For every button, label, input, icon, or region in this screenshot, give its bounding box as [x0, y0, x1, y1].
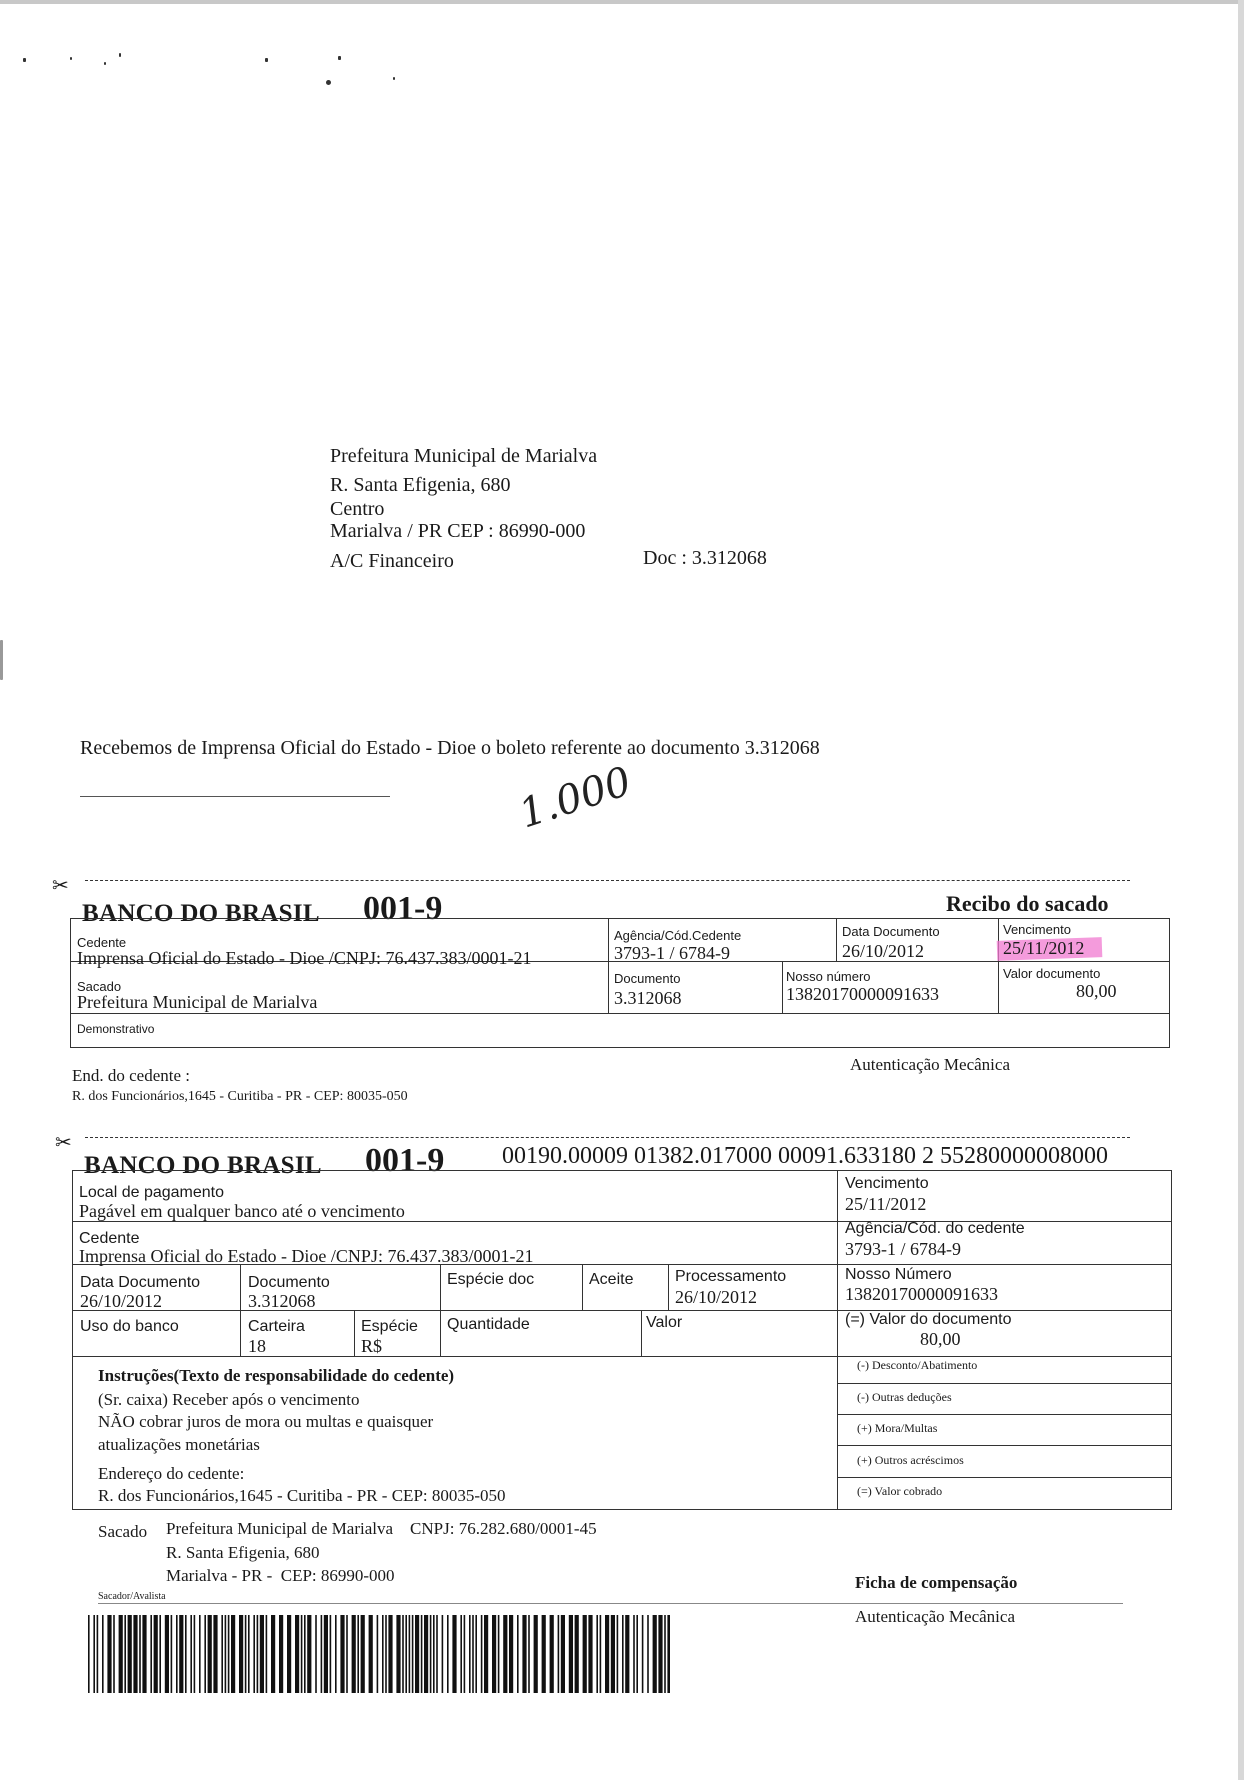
- barcode-bar: [415, 1615, 419, 1693]
- ficha-linha-digitavel: 00190.00009 01382.017000 00091.633180 2 55280000008000: [502, 1143, 1108, 1169]
- barcode-bar: [185, 1615, 187, 1693]
- barcode-bar: [304, 1615, 306, 1693]
- ficha-vencimento-label: Vencimento: [845, 1175, 929, 1192]
- ficha-right-row-divider: [837, 1414, 1172, 1415]
- ficha-local-pagamento-value: Pagável em qualquer banco até o vencimento: [79, 1201, 405, 1221]
- ficha-sacado-line2: R. Santa Efigenia, 680: [166, 1543, 320, 1562]
- barcode-bar: [667, 1615, 670, 1693]
- ficha-data-doc-label: Data Documento: [80, 1274, 201, 1291]
- barcode-bar: [199, 1615, 201, 1693]
- ficha-vencimento-value: 25/11/2012: [845, 1194, 927, 1214]
- signature-line: [80, 796, 390, 797]
- barcode-bar: [113, 1615, 115, 1693]
- ficha-col-divider: [837, 1170, 838, 1510]
- ficha-mora-label: (+) Mora/Multas: [857, 1421, 938, 1435]
- barcode-bar: [636, 1615, 638, 1693]
- recibo-col-divider: [782, 961, 783, 1013]
- ficha-title: Ficha de compensação: [855, 1573, 1018, 1592]
- barcode-bar: [361, 1615, 365, 1693]
- ficha-outras-deducoes-label: (-) Outras deduções: [857, 1390, 952, 1404]
- recibo-data-doc-value: 26/10/2012: [842, 941, 925, 961]
- barcode-bar: [472, 1615, 474, 1693]
- barcode-bar: [346, 1615, 348, 1693]
- ficha-carteira-value: 18: [248, 1336, 266, 1356]
- barcode-bar: [658, 1615, 662, 1693]
- barcode-bar: [287, 1615, 291, 1693]
- barcode-bar: [433, 1615, 435, 1693]
- barcode-bar: [481, 1615, 483, 1693]
- barcode-bar: [266, 1615, 268, 1693]
- recibo-bank-code: 001-9: [363, 890, 443, 927]
- barcode-bar: [179, 1615, 183, 1693]
- barcode-bar: [412, 1615, 414, 1693]
- ficha-autenticacao: Autenticação Mecânica: [855, 1607, 1015, 1626]
- barcode-bar: [550, 1615, 554, 1693]
- barcode-bar: [225, 1615, 227, 1693]
- barcode-bar: [617, 1615, 619, 1693]
- barcode-bar: [558, 1615, 560, 1693]
- barcode-bar: [330, 1615, 332, 1693]
- barcode-bar: [142, 1615, 146, 1693]
- recibo-autenticacao: Autenticação Mecânica: [850, 1055, 1010, 1074]
- barcode-bar: [611, 1615, 615, 1693]
- barcode-bar: [190, 1615, 192, 1693]
- barcode-bar: [484, 1615, 488, 1693]
- barcode-bar: [369, 1615, 373, 1693]
- barcode-bar: [324, 1615, 328, 1693]
- barcode-bar: [385, 1615, 387, 1693]
- barcode-bar: [653, 1615, 657, 1693]
- barcode-bar: [664, 1615, 666, 1693]
- ficha-instrucao-line: atualizações monetárias: [98, 1435, 260, 1454]
- ficha-documento-value: 3.312068: [248, 1291, 316, 1311]
- ficha-especie-doc-label: Espécie doc: [447, 1271, 535, 1288]
- barcode-bar: [133, 1615, 137, 1693]
- ficha-col-divider: [440, 1264, 441, 1356]
- barcode-bar: [88, 1615, 90, 1693]
- cut-line: [85, 880, 1130, 881]
- ficha-valor-label: Valor: [646, 1314, 683, 1331]
- barcode-bar: [625, 1615, 629, 1693]
- ficha-cedente-label: Cedente: [79, 1230, 140, 1247]
- recibo-title: Recibo do sacado: [946, 891, 1109, 916]
- ficha-valor-doc-label: (=) Valor do documento: [845, 1311, 1012, 1328]
- barcode-bar: [301, 1615, 303, 1693]
- recibo-documento-value: 3.312068: [614, 988, 682, 1008]
- barcode-bar: [154, 1615, 158, 1693]
- recibo-bank-name: BANCO DO BRASIL: [82, 900, 320, 927]
- ficha-endereco-value: R. dos Funcionários,1645 - Curitiba - PR - CEP: 80035-050: [98, 1486, 506, 1505]
- scan-speck: [393, 77, 395, 80]
- ficha-col-divider: [668, 1264, 669, 1310]
- barcode-bar: [452, 1615, 456, 1693]
- ficha-bank-name: BANCO DO BRASIL: [84, 1152, 322, 1179]
- addressee-street: R. Santa Efigenia, 680: [330, 474, 511, 496]
- barcode-bar: [517, 1615, 519, 1693]
- barcode-bar: [171, 1615, 173, 1693]
- scan-speck: [70, 57, 72, 60]
- barcode-bar: [633, 1615, 635, 1693]
- barcode-bar: [335, 1615, 337, 1693]
- ficha-agencia-value: 3793-1 / 6784-9: [845, 1239, 961, 1259]
- barcode-bar: [447, 1615, 449, 1693]
- barcode-bar: [119, 1615, 123, 1693]
- barcode-bar: [213, 1615, 217, 1693]
- sacado-divider: [98, 1603, 1123, 1604]
- barcode-bar: [561, 1615, 565, 1693]
- recibo-data-doc-label: Data Documento: [842, 924, 940, 939]
- barcode-bar: [97, 1615, 99, 1693]
- barcode-bar: [139, 1615, 141, 1693]
- barcode-bar: [253, 1615, 255, 1693]
- barcode-bar: [194, 1615, 196, 1693]
- ficha-quantidade-label: Quantidade: [447, 1316, 530, 1333]
- ficha-outros-acrescimos-label: (+) Outros acréscimos: [857, 1453, 964, 1467]
- barcode-bar: [575, 1615, 579, 1693]
- ficha-processamento-value: 26/10/2012: [675, 1287, 758, 1307]
- ficha-sacado-line3: Marialva - PR - CEP: 86990-000: [166, 1566, 395, 1585]
- barcode-bar: [315, 1615, 317, 1693]
- barcode-bar: [388, 1615, 392, 1693]
- ficha-col-divider: [641, 1310, 642, 1356]
- ficha-instrucao-line: NÃO cobrar juros de mora ou multas e quaisquer: [98, 1412, 434, 1431]
- barcode-bar: [245, 1615, 247, 1693]
- barcode-bar: [421, 1615, 423, 1693]
- barcode-bar: [165, 1615, 169, 1693]
- ficha-instrucoes-title: Instruções(Texto de responsabilidade do cedente): [98, 1366, 455, 1385]
- barcode-bar: [257, 1615, 259, 1693]
- barcode-bar: [208, 1615, 212, 1693]
- ficha-right-row-divider: [837, 1445, 1172, 1446]
- scan-speck: [23, 58, 26, 62]
- barcode-bar: [528, 1615, 530, 1693]
- ficha-documento-label: Documento: [248, 1274, 330, 1291]
- addressee-district: Centro: [330, 498, 385, 520]
- barcode-bar: [542, 1615, 546, 1693]
- recibo-nosso-numero-label: Nosso número: [786, 969, 871, 984]
- barcode-bar: [583, 1615, 587, 1693]
- ficha-processamento-label: Processamento: [675, 1268, 787, 1285]
- ficha-right-row-divider: [837, 1477, 1172, 1478]
- recibo-vencimento-label: Vencimento: [1003, 922, 1071, 937]
- recibo-cedente-label: Cedente: [77, 935, 127, 950]
- page-top-edge: [0, 0, 1244, 4]
- addressee-city: Marialva / PR CEP : 86990-000: [330, 520, 586, 542]
- scan-speck: [119, 53, 121, 57]
- barcode-bar: [150, 1615, 152, 1693]
- barcode-bar: [409, 1615, 411, 1693]
- barcode-bar: [176, 1615, 178, 1693]
- barcode-bar: [396, 1615, 400, 1693]
- barcode-bar: [102, 1615, 104, 1693]
- recibo-row-divider: [70, 1013, 1170, 1014]
- ficha-sacado-line1: Prefeitura Municipal de Marialva CNPJ: 76.282.680/0001-45: [166, 1519, 597, 1538]
- scissors-icon: ✂: [55, 1132, 72, 1154]
- barcode-bar: [352, 1615, 356, 1693]
- scan-speck: [0, 640, 3, 680]
- barcode-bar: [321, 1615, 323, 1693]
- recibo-agencia-label: Agência/Cód.Cedente: [614, 928, 742, 943]
- recibo-col-divider: [998, 918, 999, 1013]
- barcode-bar: [647, 1615, 649, 1693]
- barcode-bar: [503, 1615, 507, 1693]
- barcode-bar: [204, 1615, 206, 1693]
- ficha-col-divider: [582, 1264, 583, 1310]
- recibo-valor-value: 80,00: [1076, 981, 1117, 1001]
- addressee-doc: Doc : 3.312068: [643, 547, 767, 569]
- barcode-bar: [402, 1615, 404, 1693]
- recibo-cedente-value: Imprensa Oficial do Estado - Dioe /CNPJ: 76.437.383/0001-21: [77, 948, 532, 968]
- ficha-sacador-label: Sacador/Avalista: [98, 1591, 166, 1602]
- barcode-bar: [605, 1615, 609, 1693]
- receipt-line: Recebemos de Imprensa Oficial do Estado - Dioe o boleto referente ao documento 3.312068: [80, 737, 820, 759]
- recibo-documento-label: Documento: [614, 971, 681, 986]
- recibo-nosso-numero-value: 13820170000091633: [786, 984, 939, 1004]
- page-right-edge: [1238, 0, 1244, 1780]
- recibo-demonstrativo-label: Demonstrativo: [77, 1022, 155, 1036]
- ficha-local-pagamento-label: Local de pagamento: [79, 1184, 224, 1201]
- barcode-bar: [492, 1615, 496, 1693]
- recibo-end-cedente-label: End. do cedente :: [72, 1066, 191, 1085]
- barcode-bar: [534, 1615, 538, 1693]
- barcode-bar: [622, 1615, 624, 1693]
- barcode-bar: [239, 1615, 243, 1693]
- barcode-bar: [430, 1615, 432, 1693]
- scan-speck: [104, 62, 106, 65]
- ficha-sacado-label: Sacado: [98, 1522, 148, 1541]
- recibo-agencia-value: 3793-1 / 6784-9: [614, 943, 730, 963]
- barcode-bar: [107, 1615, 111, 1693]
- barcode-bar: [377, 1615, 379, 1693]
- ficha-data-doc-value: 26/10/2012: [80, 1291, 163, 1311]
- ficha-uso-banco-label: Uso do banco: [80, 1318, 179, 1335]
- barcode-bar: [340, 1615, 344, 1693]
- recibo-col-divider: [608, 918, 609, 1013]
- barcode-bar: [442, 1615, 444, 1693]
- ficha-nosso-numero-value: 13820170000091633: [845, 1284, 998, 1304]
- ficha-instrucao-line: (Sr. caixa) Receber após o vencimento: [98, 1390, 360, 1409]
- barcode-bar: [93, 1615, 95, 1693]
- ficha-bank-code: 001-9: [365, 1142, 445, 1179]
- ficha-row-divider: [72, 1356, 1172, 1357]
- recibo-valor-label: Valor documento: [1003, 966, 1101, 981]
- barcode-bar: [436, 1615, 438, 1693]
- ficha-agencia-label: Agência/Cód. do cedente: [845, 1220, 1025, 1237]
- barcode-bar: [260, 1615, 264, 1693]
- barcode-bar: [600, 1615, 602, 1693]
- barcode-bar: [509, 1615, 513, 1693]
- barcode-bar: [295, 1615, 299, 1693]
- ficha-right-row-divider: [837, 1383, 1172, 1384]
- addressee-name: Prefeitura Municipal de Marialva: [330, 445, 598, 467]
- barcode-bar: [464, 1615, 466, 1693]
- barcode-bar: [405, 1615, 407, 1693]
- ficha-aceite-label: Aceite: [589, 1271, 634, 1288]
- barcode-bar: [569, 1615, 573, 1693]
- scan-speck: [265, 58, 268, 62]
- scan-speck: [338, 56, 341, 60]
- barcode-bar: [279, 1615, 283, 1693]
- ficha-endereco-label: Endereço do cedente:: [98, 1464, 245, 1483]
- ficha-col-divider: [354, 1310, 355, 1356]
- recibo-sacado-label: Sacado: [77, 979, 122, 994]
- barcode-bar: [475, 1615, 477, 1693]
- barcode-bar: [522, 1615, 526, 1693]
- scan-speck: [326, 80, 331, 85]
- handwritten-note: 1.000: [513, 758, 637, 838]
- barcode-bar: [460, 1615, 462, 1693]
- barcode-bar: [588, 1615, 592, 1693]
- barcode-bar: [382, 1615, 384, 1693]
- barcode-bar: [271, 1615, 275, 1693]
- ficha-especie-label: Espécie: [361, 1318, 418, 1335]
- barcode-bar: [469, 1615, 471, 1693]
- scissors-icon: ✂: [52, 875, 69, 897]
- barcode-bar: [221, 1615, 223, 1693]
- barcode-bar: [128, 1615, 132, 1693]
- barcode-bar: [596, 1615, 598, 1693]
- ficha-valor-cobrado-label: (=) Valor cobrado: [857, 1484, 943, 1498]
- ficha-especie-value: R$: [361, 1336, 383, 1356]
- barcode: [88, 1615, 670, 1693]
- addressee-attention: A/C Financeiro: [330, 550, 454, 572]
- barcode-bar: [248, 1615, 250, 1693]
- ficha-desconto-label: (-) Desconto/Abatimento: [857, 1358, 978, 1372]
- barcode-bar: [231, 1615, 235, 1693]
- barcode-bar: [357, 1615, 359, 1693]
- ficha-carteira-label: Carteira: [248, 1318, 305, 1335]
- recibo-vencimento-value: 25/11/2012: [1003, 938, 1085, 958]
- recibo-col-divider: [836, 918, 837, 961]
- barcode-bar: [498, 1615, 500, 1693]
- barcode-bar: [642, 1615, 644, 1693]
- ficha-cedente-value: Imprensa Oficial do Estado - Dioe /CNPJ: 76.437.383/0001-21: [79, 1246, 534, 1266]
- barcode-bar: [159, 1615, 161, 1693]
- barcode-bar: [228, 1615, 230, 1693]
- barcode-bar: [424, 1615, 428, 1693]
- recibo-sacado-value: Prefeitura Municipal de Marialva: [77, 992, 318, 1012]
- barcode-bar: [124, 1615, 126, 1693]
- ficha-col-divider: [240, 1264, 241, 1356]
- ficha-nosso-numero-label: Nosso Número: [845, 1266, 952, 1283]
- cut-line: [85, 1137, 1130, 1138]
- recibo-end-cedente-value: R. dos Funcionários,1645 - Curitiba - PR - CEP: 80035-050: [72, 1089, 408, 1104]
- ficha-valor-doc-value: 80,00: [920, 1329, 961, 1349]
- barcode-bar: [307, 1615, 311, 1693]
